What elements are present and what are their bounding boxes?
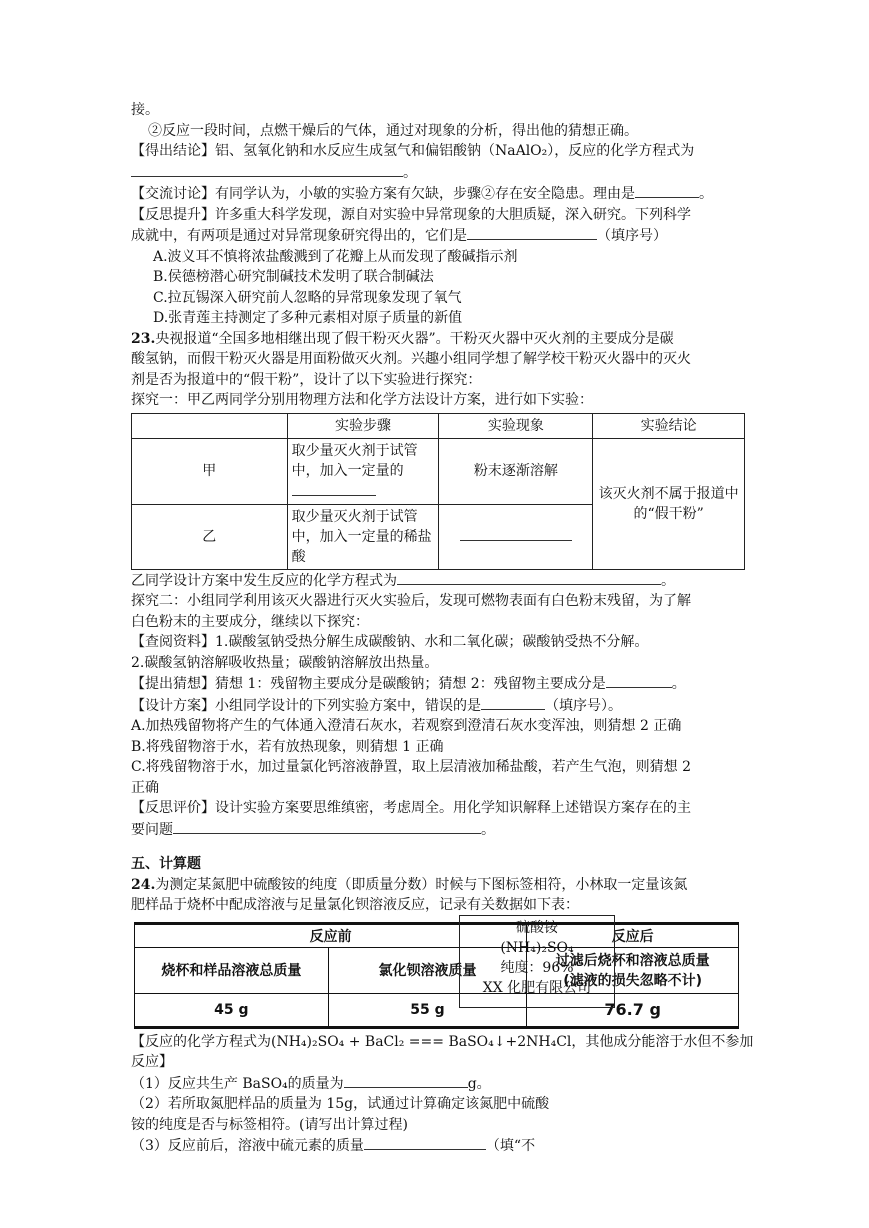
answer-blank[interactable] [292,481,376,496]
label-company: XX 化肥有限公司 [482,980,592,996]
question-23: 23.央视报道“全国多地相继出现了假干粉灭火器”。干粉灭火器中灭火剂的主要成分是碳 [131,330,674,347]
text-line: 【交流讨论】有同学认为，小敏的实验方案有欠缺，步骤②存在安全隐患。理由是 。 [131,183,751,205]
text-line: 成就中，有两项是通过对异常现象研究得出的，它们是 （填序号） [131,225,751,247]
sub-question-3: （3）反应前后，溶液中硫元素的质量 （填“不 [131,1135,751,1157]
answer-blank[interactable] [173,819,481,834]
text-line: 探究一：甲乙两同学分别用物理方法和化学方法设计方案，进行如下实验： [131,392,593,408]
text-line: 剂是否为报道中的“假干粉”，设计了以下实验进行探究： [131,371,482,388]
text-line: 接。 [131,102,159,118]
table-cell: 乙 [132,504,288,569]
option-a: A.加热残留物将产生的气体通入澄清石灰水，若观察到澄清石灰水变浑浊，则猜想 2 正确 [131,718,682,734]
option-c: C.将残留物溶于水，加过量氯化钙溶液静置，取上层清液加稀盐酸，若产生气泡，则猜想 2 [131,759,692,775]
text-line: 探究二：小组同学利用该灭火器进行灭火实验后，发现可燃物表面有白色粉末残留，为了解 [131,593,691,609]
table-header: 实验结论 [593,413,745,438]
answer-blank[interactable] [606,673,672,688]
table-header: 实验步骤 [287,413,439,438]
option-d: D.张青莲主持测定了多种元素相对原子质量的新值 [153,310,463,326]
table-header: 过滤后烧杯和溶液总质量 (滤液的损失忽略不计) [527,947,739,993]
text-line: 酸氢钠，而假干粉灭火器是用面粉做灭火剂。兴趣小组同学想了解学校干粉灭火器中的灭火 [131,351,691,367]
text-line: 【设计方案】小组同学设计的下列实验方案中，错误的是 （填序号）。 [131,695,751,717]
text-line: 【查阅资料】1.碳酸氢钠受热分解生成碳酸钠、水和二氧化碳；碳酸钠受热不分解。 [131,634,649,650]
answer-blank[interactable] [481,695,545,710]
table-cell: 取少量灭火剂于试管中，加入一定量的 [287,438,439,504]
answer-blank[interactable] [397,570,661,585]
answer-blank[interactable] [635,183,699,198]
section-title: 五、计算题 [131,856,201,872]
text-line: 【反应的化学方程式为(NH₄)₂SO₄ + BaCl₂ === BaSO₄↓+2NH₄Cl，其他成分能溶于水但不参加 [131,1033,754,1050]
text-line: 【提出猜想】猜想 1：残留物主要成分是碳酸钠；猜想 2：残留物主要成分是 。 [131,673,751,695]
table-cell: 该灭火剂不属于报道中的“假干粉” [593,438,745,569]
text-line: 反应】 [131,1054,173,1070]
label-formula: (NH₄)₂SO₄ [500,940,574,956]
data-table [134,922,739,1029]
answer-blank[interactable] [344,1073,468,1088]
sub-question-2: （2）若所取氮肥样品的质量为 15g，试通过计算确定该氮肥中硫酸 [131,1096,550,1112]
answer-blank[interactable] [467,225,597,240]
exam-page [131,100,754,1157]
table-cell: 76.7 g [527,993,739,1027]
option-c: C.拉瓦锡深入研究前人忽略的异常现象发现了氧气 [153,289,462,306]
data-table-image [134,922,739,1030]
answer-line: 。 [131,162,751,184]
table-cell: 甲 [132,438,288,504]
table-header: 反应后 [527,923,739,947]
label-purity: 纯度：96% [500,960,574,976]
option-a: A.波义耳不慎将浓盐酸溅到了花瓣上从而发现了酸碱指示剂 [153,248,518,265]
label-name: 硫酸铵 [516,920,558,936]
text-line: 2.碳酸氢钠溶解吸收热量；碳酸钠溶解放出热量。 [131,654,439,671]
table-header [132,413,288,438]
text-line: 【反思提升】许多重大科学发现，源自对实验中异常现象的大胆质疑，深入研究。下列科学 [131,206,691,223]
table-cell: 取少量灭火剂于试管中，加入一定量的稀盐酸 [287,504,439,569]
table-cell: 粉末逐渐溶解 [439,438,593,504]
experiment-table [131,413,745,570]
answer-blank[interactable] [131,162,403,177]
product-label [459,915,615,1008]
text-line: 肥样品于烧杯中配成溶液与足量氯化钡溶液反应，记录有关数据如下表： [131,897,579,913]
table-cell [439,504,593,569]
option-b: B.侯德榜潜心研究制碱技术发明了联合制碱法 [153,269,434,285]
question-24: 24.为测定某氮肥中硫酸铵的纯度（即质量分数）时候与下图标签相符，小林取一定量该氮 [131,876,688,893]
table-header: 烧杯和样品溶液总质量 [135,947,329,993]
sub-question-1: （1）反应共生产 BaSO₄的质量为 g。 [131,1073,751,1095]
option-b: B.将残留物溶于水，若有放热现象，则猜想 1 正确 [131,738,444,755]
text-line: 白色粉末的主要成分，继续以下探究： [131,613,369,630]
text-line: ②反应一段时间，点燃干燥后的气体，通过对现象的分析，得出他的猜想正确。 [148,122,638,139]
answer-blank[interactable] [460,526,572,541]
table-cell: 45 g [135,993,329,1027]
table-cell: 55 g [328,993,527,1027]
text-line: 正确 [131,779,159,796]
table-header: 反应前 [135,923,527,947]
text-line: 要问题 。 [131,819,751,841]
table-header: 实验现象 [439,413,593,438]
text-line: 铵的纯度是否与标签相符。(请写出计算过程) [131,1116,408,1133]
text-line: 乙同学设计方案中发生反应的化学方程式为 。 [131,570,751,592]
table-header: 氯化钡溶液质量 [328,947,527,993]
text-line: 【反思评价】设计实验方案要思维缜密，考虑周全。用化学知识解释上述错误方案存在的主 [131,800,691,816]
text-line: 【得出结论】铝、氢氧化钠和水反应生成氢气和偏铝酸钠（NaAlO₂），反应的化学方程式为 [131,143,695,159]
answer-blank[interactable] [364,1135,486,1150]
